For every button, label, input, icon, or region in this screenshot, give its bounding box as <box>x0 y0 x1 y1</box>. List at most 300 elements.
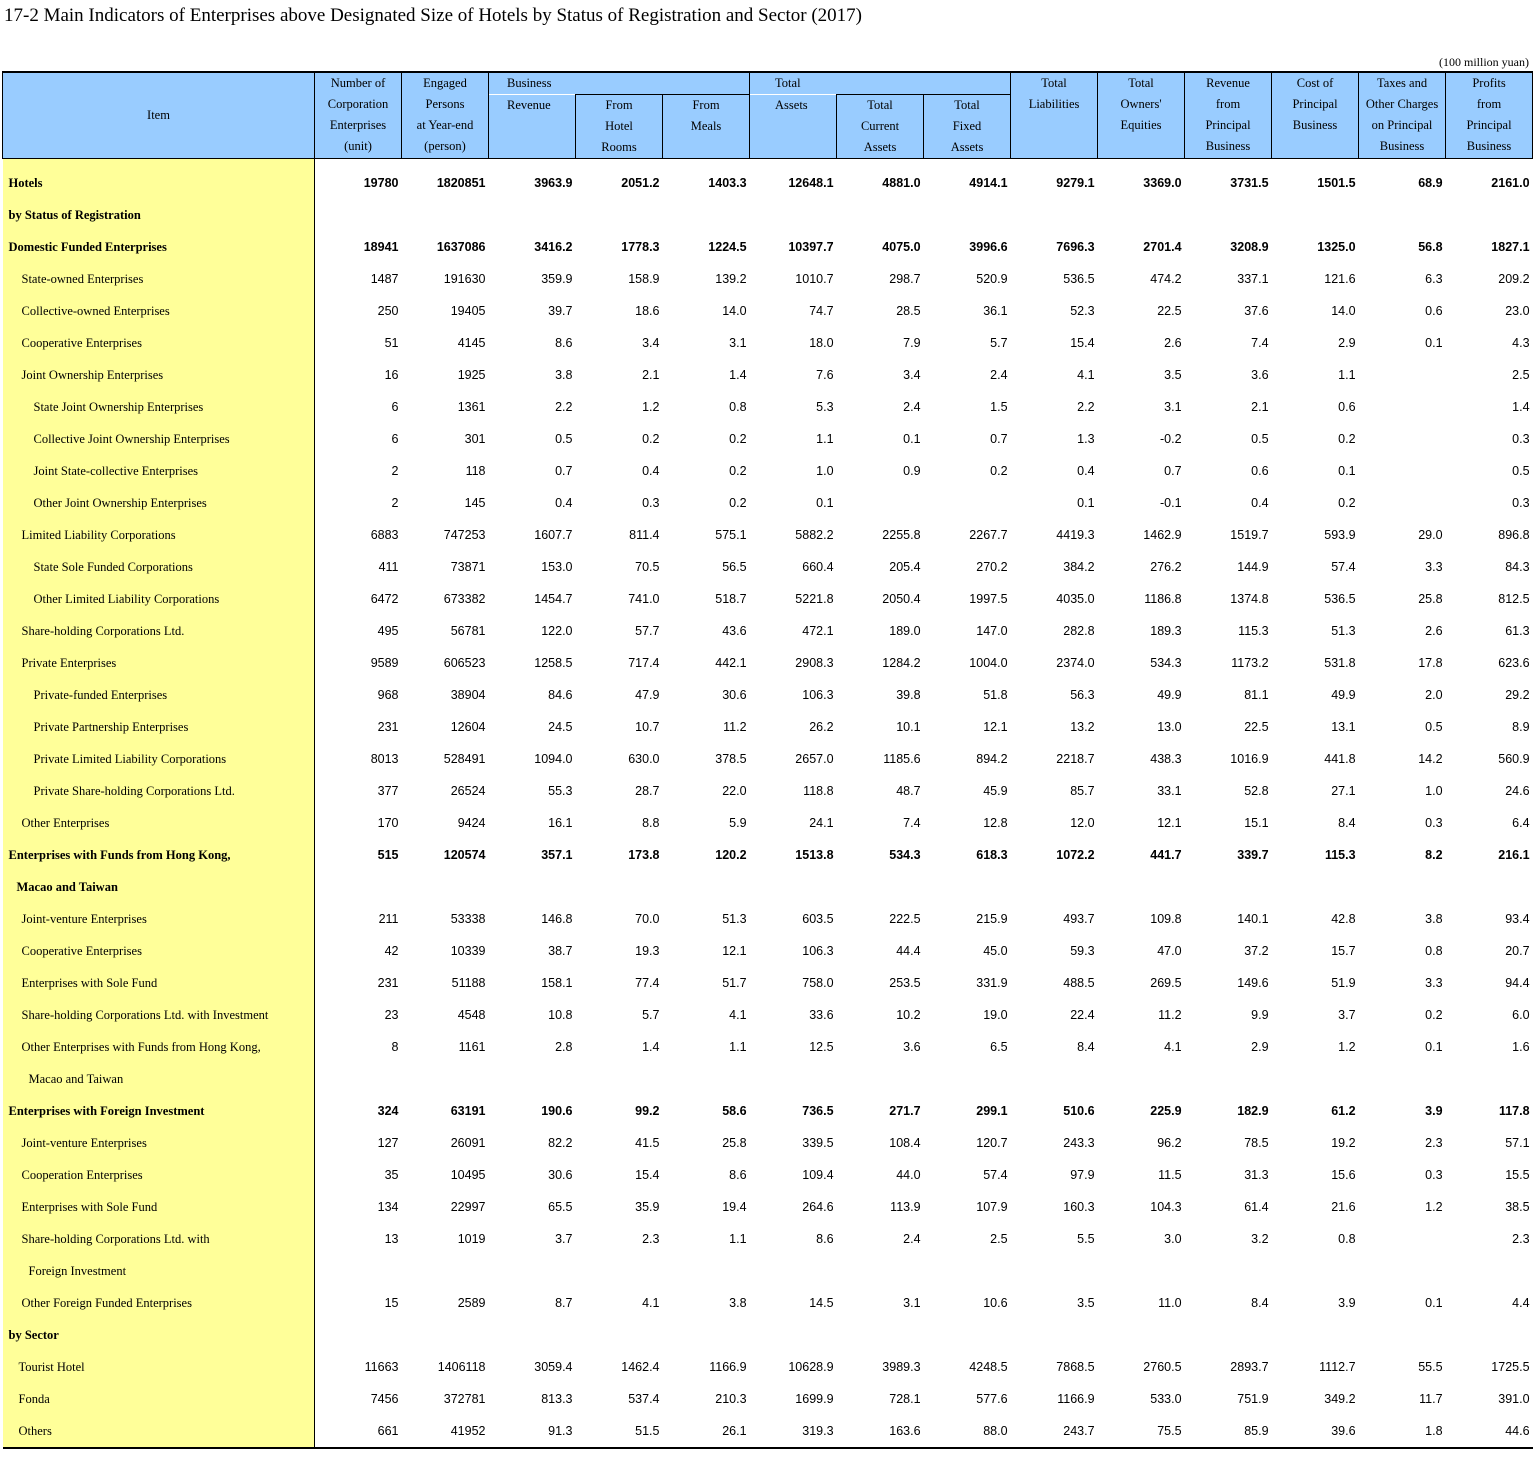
table-row <box>3 1063 1533 1095</box>
value-cell: 1.5 <box>990 400 1008 414</box>
value-cell: 3.1 <box>1164 400 1182 414</box>
value-cell: 2.3 <box>1512 1232 1530 1246</box>
value-cell: 747253 <box>443 528 486 542</box>
value-cell: 44.6 <box>1446 1415 1533 1448</box>
value-cell: 11.2 <box>1158 1008 1182 1022</box>
value-cell: 8.9 <box>1512 720 1530 734</box>
value-cell: 63191 <box>450 1104 486 1118</box>
value-cell: 68.9 <box>1418 176 1443 190</box>
table-row <box>3 775 1533 807</box>
value-cell: 8.4 <box>1338 816 1356 830</box>
value-cell: 1925 <box>457 368 486 382</box>
value-cell: 0.8 <box>1338 1232 1356 1246</box>
value-cell <box>1098 1063 1185 1095</box>
header-line: Number of <box>330 76 386 90</box>
value-cell: 3.4 <box>903 368 921 382</box>
value-cell: 191630 <box>443 272 486 286</box>
value-cell: 4881.0 <box>882 176 921 190</box>
value-cell: 97.9 <box>1070 1168 1095 1182</box>
value-cell <box>1185 1063 1272 1095</box>
row-label: Domestic Funded Enterprises <box>3 231 315 263</box>
value-cell: 149.6 <box>1237 976 1269 990</box>
value-cell <box>1359 455 1446 487</box>
value-cell <box>1359 1063 1446 1095</box>
value-cell: 9589 <box>370 656 399 670</box>
value-cell <box>750 1063 837 1095</box>
value-cell: 44.4 <box>896 944 921 958</box>
value-cell: 1699.9 <box>795 1392 834 1406</box>
value-cell: 2255.8 <box>882 528 921 542</box>
table-row <box>3 359 1533 391</box>
value-cell: 11.2 <box>723 720 747 734</box>
value-cell <box>663 871 750 903</box>
value-cell: 19780 <box>363 176 399 190</box>
value-cell: 120.7 <box>976 1136 1008 1150</box>
value-cell <box>576 871 663 903</box>
value-cell: 441.8 <box>1324 752 1356 766</box>
value-cell: 1258.5 <box>534 656 573 670</box>
header-business-revenue-group <box>489 72 750 95</box>
value-cell: 163.6 <box>837 1415 924 1448</box>
value-cell: 3416.2 <box>534 240 573 254</box>
value-cell <box>1446 199 1533 231</box>
header-line: Assets <box>775 97 808 112</box>
value-cell: 528491 <box>443 752 486 766</box>
value-cell: 30.6 <box>548 1168 573 1182</box>
value-cell: 0.4 <box>1251 496 1269 510</box>
header-profits-principal <box>1446 72 1533 159</box>
value-cell: 4145 <box>457 336 486 350</box>
value-cell: 1820851 <box>436 176 486 190</box>
value-cell: 495 <box>377 624 399 638</box>
table-row <box>3 519 1533 551</box>
value-cell: 2.4 <box>903 1232 921 1246</box>
value-cell <box>1185 1319 1272 1351</box>
value-cell: 472.1 <box>802 624 834 638</box>
value-cell: 57.7 <box>635 624 660 638</box>
value-cell: 17.8 <box>1418 656 1443 670</box>
value-cell <box>924 199 1011 231</box>
value-cell: 4.3 <box>1512 336 1530 350</box>
table-row <box>3 839 1533 871</box>
value-cell: 35 <box>384 1168 399 1182</box>
value-cell: 0.7 <box>990 432 1008 446</box>
value-cell <box>1359 1255 1446 1287</box>
row-label: Fonda <box>3 1383 315 1415</box>
value-cell: 39.7 <box>548 304 573 318</box>
value-cell: 3369.0 <box>1143 176 1182 190</box>
row-label: by Sector <box>3 1319 315 1351</box>
value-cell <box>837 1063 924 1095</box>
value-cell: 3.2 <box>1251 1232 1269 1246</box>
value-cell: 0.2 <box>1338 496 1356 510</box>
value-cell: 42 <box>384 944 399 958</box>
value-cell: 55.3 <box>548 784 573 798</box>
value-cell: 74.7 <box>809 304 834 318</box>
value-cell: 153.0 <box>541 560 573 574</box>
value-cell: 3.3 <box>1425 976 1443 990</box>
value-cell: 8.8 <box>642 816 660 830</box>
value-cell <box>576 1319 663 1351</box>
value-cell: 1173.2 <box>1231 656 1269 670</box>
value-cell: 1.0 <box>816 464 834 478</box>
value-cell: 0.4 <box>1077 464 1095 478</box>
row-label: Other Limited Liability Corporations <box>3 583 315 615</box>
value-cell: 190.6 <box>541 1104 573 1118</box>
value-cell: 0.1 <box>1425 336 1443 350</box>
value-cell: 231 <box>377 720 399 734</box>
table-row <box>3 391 1533 423</box>
value-cell: 243.3 <box>1063 1136 1095 1150</box>
value-cell: 44.0 <box>896 1168 921 1182</box>
value-cell: 7.4 <box>1251 336 1269 350</box>
value-cell: 3.1 <box>903 1296 921 1310</box>
row-label: Private Share-holding Corporations Ltd. <box>3 775 315 807</box>
value-cell: 22.0 <box>722 784 747 798</box>
value-cell: 2.1 <box>642 368 660 382</box>
value-cell: 36.1 <box>983 304 1008 318</box>
value-cell: 7868.5 <box>1056 1360 1095 1374</box>
value-cell: 728.1 <box>889 1392 921 1406</box>
value-cell: 53338 <box>450 912 486 926</box>
table-row <box>3 1383 1533 1415</box>
value-cell: 2374.0 <box>1056 656 1095 670</box>
row-label: Joint-venture Enterprises <box>3 1127 315 1159</box>
header-line: Business <box>1292 118 1338 132</box>
table-row <box>3 231 1533 263</box>
row-label: Enterprises with Sole Fund <box>3 967 315 999</box>
value-cell <box>1359 391 1446 423</box>
value-cell: 7.9 <box>903 336 921 350</box>
value-cell: 2893.7 <box>1230 1360 1269 1374</box>
value-cell: 84.3 <box>1505 560 1530 574</box>
value-cell <box>924 487 1011 519</box>
header-total-assets-group <box>750 72 1011 95</box>
value-cell: 19.3 <box>635 944 660 958</box>
value-cell: 1161 <box>458 1040 486 1054</box>
value-cell: 59.3 <box>1070 944 1095 958</box>
value-cell <box>489 871 576 903</box>
value-cell: 0.3 <box>642 496 660 510</box>
header-line: Total <box>954 98 980 112</box>
header-revenue-principal <box>1185 72 1272 159</box>
value-cell <box>1272 199 1359 231</box>
value-cell: 96.2 <box>1157 1136 1182 1150</box>
header-line: Principal <box>1466 118 1512 132</box>
table-row <box>3 1319 1533 1351</box>
value-cell: 536.5 <box>1324 592 1356 606</box>
value-cell: 211 <box>378 912 399 926</box>
value-cell: 18941 <box>363 240 399 254</box>
value-cell: 31.3 <box>1244 1168 1269 1182</box>
value-cell: 378.5 <box>715 752 747 766</box>
value-cell: 0.4 <box>555 496 573 510</box>
value-cell: 618.3 <box>976 848 1008 862</box>
value-cell: 531.8 <box>1324 656 1356 670</box>
value-cell: 2.2 <box>1077 400 1095 414</box>
value-cell: 118 <box>465 464 486 478</box>
value-cell: 3208.9 <box>1230 240 1269 254</box>
value-cell: 2701.4 <box>1143 240 1182 254</box>
header-total-owners-equities <box>1098 72 1185 159</box>
value-cell: 75.5 <box>1098 1415 1185 1448</box>
value-cell: 10339 <box>450 944 486 958</box>
value-cell: 140.1 <box>1237 912 1269 926</box>
header-line: Revenue <box>1206 76 1250 90</box>
value-cell: 2.6 <box>1425 624 1443 638</box>
value-cell: 758.0 <box>802 976 834 990</box>
row-label: Enterprises with Foreign Investment <box>3 1095 315 1127</box>
value-cell: 39.6 <box>1272 1415 1359 1448</box>
value-cell: 442.1 <box>715 656 747 670</box>
value-cell: 0.5 <box>1512 464 1530 478</box>
value-cell: 144.9 <box>1237 560 1269 574</box>
header-line: Business <box>1466 139 1512 153</box>
value-cell <box>402 871 489 903</box>
header-item <box>3 72 315 159</box>
value-cell: 673382 <box>443 592 486 606</box>
table-row <box>3 1223 1533 1255</box>
value-cell <box>1359 359 1446 391</box>
row-label: Macao and Taiwan <box>3 1063 315 1095</box>
table-row <box>3 327 1533 359</box>
value-cell: 6.5 <box>990 1040 1008 1054</box>
value-cell: 28.5 <box>896 304 921 318</box>
table-row <box>3 1287 1533 1319</box>
header-from-meals <box>663 95 750 159</box>
value-cell: 2657.0 <box>795 752 834 766</box>
value-cell: 250 <box>377 304 399 318</box>
value-cell: 2050.4 <box>882 592 921 606</box>
value-cell: 276.2 <box>1150 560 1182 574</box>
value-cell: 160.3 <box>1063 1200 1095 1214</box>
value-cell: 1284.2 <box>882 656 921 670</box>
header-line: from <box>1476 97 1502 111</box>
value-cell: 0.3 <box>1512 432 1530 446</box>
value-cell: 1.1 <box>816 432 834 446</box>
header-total-current-assets <box>837 95 924 159</box>
value-cell <box>1446 1063 1533 1095</box>
value-cell: 127 <box>377 1136 399 1150</box>
value-cell <box>1272 1255 1359 1287</box>
value-cell: 29.2 <box>1505 688 1530 702</box>
table-row <box>3 1031 1533 1063</box>
value-cell: 35.9 <box>635 1200 660 1214</box>
value-cell: 26.1 <box>663 1415 750 1448</box>
value-cell: 253.5 <box>889 976 921 990</box>
value-cell <box>1011 1063 1098 1095</box>
value-cell <box>750 1255 837 1287</box>
value-cell: 337.1 <box>1237 272 1269 286</box>
value-cell: 10397.7 <box>788 240 834 254</box>
value-cell <box>1446 1319 1533 1351</box>
value-cell: 1.6 <box>1512 1040 1530 1054</box>
value-cell <box>1098 1319 1185 1351</box>
indicators-table <box>2 71 1533 1449</box>
value-cell: 4035.0 <box>1056 592 1095 606</box>
value-cell: 0.1 <box>1338 464 1356 478</box>
value-cell: 12.1 <box>722 944 747 958</box>
value-cell: 21.6 <box>1331 1200 1356 1214</box>
value-cell: 736.5 <box>802 1104 834 1118</box>
row-label: Enterprises with Sole Fund <box>3 1191 315 1223</box>
value-cell: 812.5 <box>1498 592 1530 606</box>
value-cell: 1.3 <box>1077 432 1095 446</box>
table-row <box>3 1351 1533 1383</box>
value-cell: 77.4 <box>635 976 660 990</box>
header-line: Enterprises <box>329 118 387 132</box>
table-row <box>3 999 1533 1031</box>
value-cell: 7696.3 <box>1056 240 1095 254</box>
value-cell <box>1011 199 1098 231</box>
value-cell: 3.8 <box>729 1296 747 1310</box>
value-cell: 10.1 <box>896 720 921 734</box>
table-row <box>3 615 1533 647</box>
header-line: Principal <box>1292 97 1338 111</box>
value-cell: 243.7 <box>1011 1415 1098 1448</box>
value-cell <box>489 1319 576 1351</box>
value-cell <box>402 199 489 231</box>
value-cell: 4914.1 <box>969 176 1008 190</box>
value-cell: 25.8 <box>1418 592 1443 606</box>
value-cell: 120.2 <box>715 848 747 862</box>
value-cell: 661 <box>315 1415 402 1448</box>
value-cell: 4419.3 <box>1056 528 1095 542</box>
value-cell: 104.3 <box>1150 1200 1182 1214</box>
table-row <box>3 199 1533 231</box>
value-cell: 10628.9 <box>788 1360 834 1374</box>
value-cell: 19405 <box>450 304 486 318</box>
table-body <box>3 159 1533 1449</box>
value-cell: 1374.8 <box>1230 592 1269 606</box>
header-line: at Year-end <box>416 118 474 132</box>
value-cell: 19.4 <box>722 1200 747 1214</box>
table-row <box>3 743 1533 775</box>
value-cell: 189.0 <box>889 624 921 638</box>
value-cell: 1010.7 <box>795 272 834 286</box>
header-line: Cost of <box>1296 76 1334 90</box>
value-cell: 222.5 <box>889 912 921 926</box>
value-cell: 1.1 <box>729 1040 747 1054</box>
value-cell <box>1359 423 1446 455</box>
header-line: Business <box>1205 139 1251 153</box>
value-cell: 3.4 <box>642 336 660 350</box>
value-cell <box>837 487 924 519</box>
value-cell <box>315 199 402 231</box>
value-cell: 1185.6 <box>883 752 921 766</box>
value-cell: 537.4 <box>628 1392 660 1406</box>
value-cell: 85.7 <box>1070 784 1095 798</box>
value-cell: 2 <box>391 496 399 510</box>
value-cell: 3963.9 <box>534 176 573 190</box>
value-cell: 94.4 <box>1505 976 1530 990</box>
value-cell: 2.8 <box>555 1040 573 1054</box>
value-cell: 2.9 <box>1338 336 1356 350</box>
value-cell: 359.9 <box>541 272 573 286</box>
value-cell: 25.8 <box>722 1136 747 1150</box>
table-row <box>3 423 1533 455</box>
header-line: on Principal <box>1371 118 1433 132</box>
value-cell: 1166.9 <box>1057 1392 1095 1406</box>
table-row <box>3 679 1533 711</box>
value-cell: 47.0 <box>1157 944 1182 958</box>
value-cell: 45.0 <box>983 944 1008 958</box>
table-row <box>3 903 1533 935</box>
value-cell: 5.9 <box>729 816 747 830</box>
value-cell: 0.3 <box>1425 1168 1443 1182</box>
value-cell: 15 <box>384 1296 399 1310</box>
value-cell: 6.4 <box>1512 816 1530 830</box>
value-cell: 0.9 <box>903 464 921 478</box>
value-cell <box>315 1319 402 1351</box>
value-cell: 122.0 <box>541 624 573 638</box>
value-cell: 109.8 <box>1150 912 1182 926</box>
value-cell: 5.7 <box>642 1008 660 1022</box>
value-cell: 56.8 <box>1418 240 1443 254</box>
value-cell: 3.5 <box>1164 368 1182 382</box>
value-cell: 158.1 <box>541 976 573 990</box>
header-line: Current <box>860 119 900 133</box>
value-cell: 15.5 <box>1505 1168 1530 1182</box>
value-cell: 0.8 <box>1425 944 1443 958</box>
table-row <box>3 1095 1533 1127</box>
value-cell: 84.6 <box>548 688 573 702</box>
header-line: Business <box>507 76 552 90</box>
value-cell: 894.2 <box>976 752 1008 766</box>
value-cell: 271.7 <box>889 1104 921 1118</box>
value-cell: 6883 <box>370 528 399 542</box>
value-cell: 30.6 <box>722 688 747 702</box>
value-cell: 299.1 <box>976 1104 1008 1118</box>
header-line: Total <box>1128 76 1154 90</box>
value-cell: 270.2 <box>976 560 1008 574</box>
row-label: Share-holding Corporations Ltd. with Investment <box>3 999 315 1031</box>
value-cell: 51.8 <box>983 688 1008 702</box>
value-cell: 6 <box>391 400 399 414</box>
value-cell <box>1011 1255 1098 1287</box>
value-cell: 630.0 <box>628 752 660 766</box>
value-cell: 372781 <box>443 1392 486 1406</box>
value-cell: 4248.5 <box>969 1360 1008 1374</box>
value-cell: 3.6 <box>903 1040 921 1054</box>
value-cell: 15.7 <box>1331 944 1356 958</box>
value-cell: 13.1 <box>1331 720 1356 734</box>
value-cell: 1607.7 <box>534 528 573 542</box>
value-cell: 1462.9 <box>1143 528 1182 542</box>
value-cell: 33.1 <box>1157 784 1182 798</box>
row-label: Hotels <box>3 159 315 200</box>
value-cell <box>576 1063 663 1095</box>
value-cell: 10.7 <box>635 720 660 734</box>
value-cell <box>1446 1255 1533 1287</box>
value-cell: 4.1 <box>1077 368 1095 382</box>
value-cell: 349.2 <box>1324 1392 1356 1406</box>
value-cell <box>1098 1255 1185 1287</box>
value-cell: 1513.8 <box>795 848 834 862</box>
value-cell <box>1011 1319 1098 1351</box>
value-cell: 493.7 <box>1063 912 1095 926</box>
value-cell: 1403.3 <box>708 176 747 190</box>
value-cell: 15.1 <box>1244 816 1269 830</box>
value-cell: 5.7 <box>990 336 1008 350</box>
value-cell: 7456 <box>370 1392 399 1406</box>
value-cell: 2.9 <box>1251 1040 1269 1054</box>
value-cell: 108.4 <box>889 1136 921 1150</box>
value-cell <box>402 1255 489 1287</box>
value-cell: 0.8 <box>729 400 747 414</box>
value-cell: 560.9 <box>1498 752 1530 766</box>
value-cell: 606523 <box>443 656 486 670</box>
